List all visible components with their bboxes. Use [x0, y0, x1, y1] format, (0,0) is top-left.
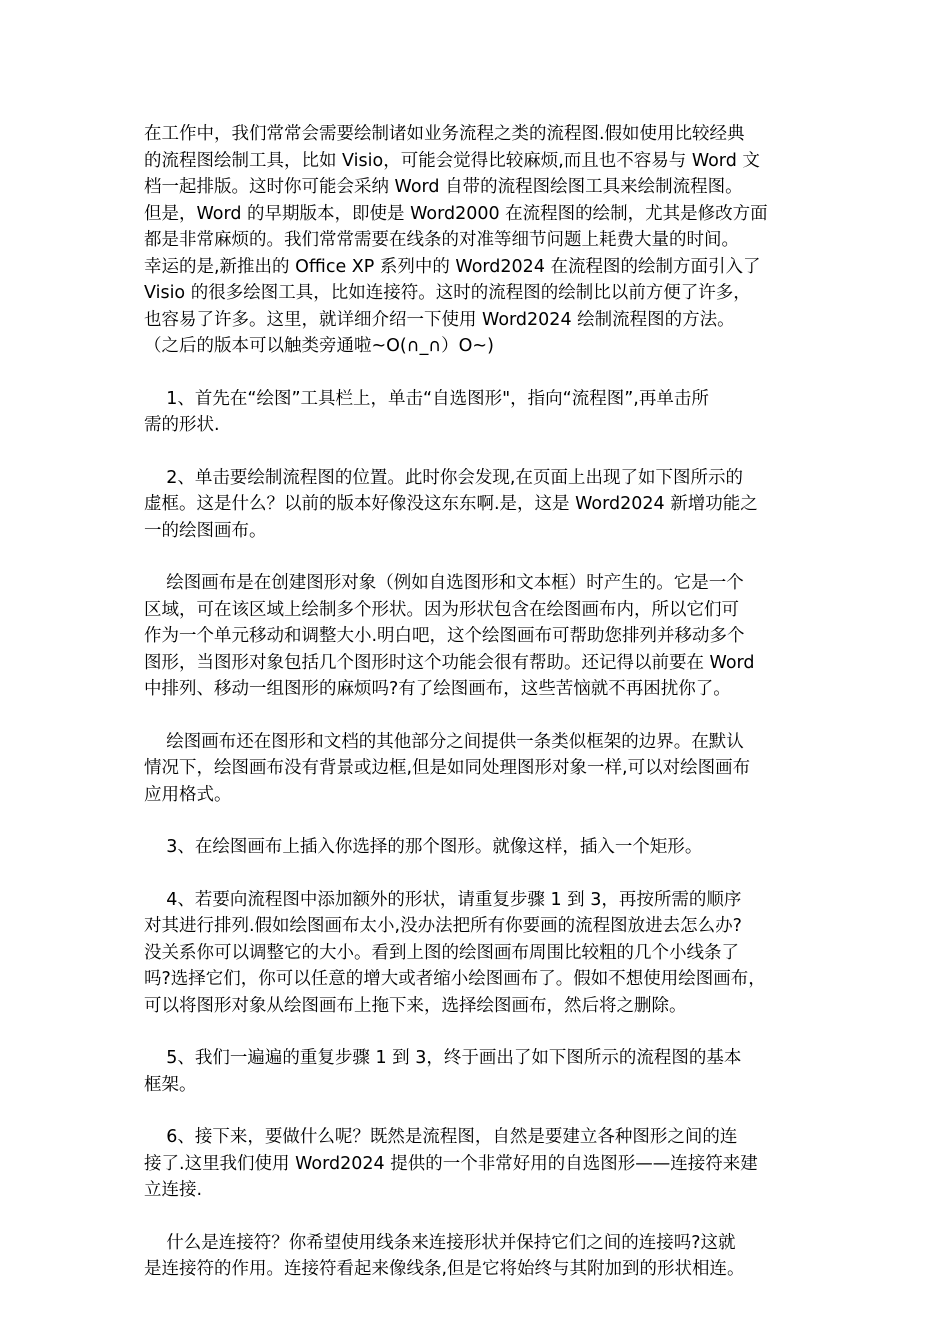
text-line: 也容易了许多。这里，就详细介绍一下使用 Word2024 绘制流程图的方法。 — [144, 309, 735, 330]
text-line: 框架。 — [144, 1074, 197, 1095]
paragraph-spacer — [144, 1019, 824, 1045]
step4-paragraph — [144, 887, 824, 1020]
text-line: 6、接下来，要做什么呢？既然是流程图，自然是要建立各种图形之间的连 — [144, 1127, 738, 1147]
text-line: 可以将图形对象从绘图画布上拖下来，选择绘图画布，然后将之删除。 — [144, 995, 687, 1016]
paragraph-spacer — [144, 808, 824, 834]
paragraph-spacer — [144, 439, 824, 465]
canvas-border-paragraph — [144, 729, 824, 809]
text-line: 是连接符的作用。连接符看起来像线条,但是它将始终与其附加到的形状相连。 — [144, 1259, 745, 1279]
text-line: 在工作中，我们常常会需要绘制诸如业务流程之类的流程图.假如使用比较经典 — [144, 124, 745, 144]
text-line: 绘图画布还在图形和文档的其他部分之间提供一条类似框架的边界。在默认 — [144, 731, 744, 752]
step5-paragraph — [144, 1045, 824, 1098]
paragraph-spacer — [144, 360, 824, 386]
text-line: 什么是连接符？你希望使用线条来连接形状并保持它们之间的连接吗?这就 — [144, 1232, 736, 1253]
text-line: 立连接. — [144, 1180, 203, 1200]
text-line: 4、若要向流程图中添加额外的形状，请重复步骤 1 到 3，再按所需的顺序 — [144, 889, 742, 910]
text-line: 区域，可在该区域上绘制多个形状。因为形状包含在绘图画布内，所以它们可 — [144, 599, 739, 620]
paragraph-spacer — [144, 1098, 824, 1124]
paragraph-spacer — [144, 861, 824, 887]
text-line: 中排列、移动一组图形的麻烦吗?有了绘图画布，这些苦恼就不再困扰你了。 — [144, 679, 731, 699]
paragraph-spacer — [144, 1204, 824, 1230]
step6-paragraph — [144, 1124, 824, 1204]
step2-paragraph — [144, 465, 824, 545]
text-line: 虚框。这是什么？以前的版本好像没这东东啊.是，这是 Word2024 新增功能之 — [144, 494, 758, 514]
text-line: 吗?选择它们，你可以任意的增大或者缩小绘图画布了。假如不想使用绘图画布， — [144, 969, 766, 989]
text-line: 图形，当图形对象包括几个图形时这个功能会很有帮助。还记得以前要在 Word — [144, 652, 755, 673]
text-line: 1、首先在“绘图”工具栏上，单击“自选图形"，指向“流程图”,再单击所 — [144, 388, 709, 409]
canvas-definition-paragraph — [144, 570, 824, 703]
text-line: 3、在绘图画布上插入你选择的那个图形。就像这样，插入一个矩形。 — [144, 837, 703, 857]
text-line: 情况下，绘图画布没有背景或边框,但是如同处理图形对象一样,可以对绘图画布 — [144, 758, 751, 778]
text-line: 2、单击要绘制流程图的位置。此时你会发现,在页面上出现了如下图所示的 — [144, 467, 743, 488]
text-line: 对其进行排列.假如绘图画布太小,没办法把所有你要画的流程图放进去怎么办? — [144, 916, 742, 936]
text-line: Visio 的很多绘图工具，比如连接符。这时的流程图的绘制比以前方便了许多， — [144, 283, 751, 303]
text-line: 档一起排版。这时你可能会采纳 Word 自带的流程图绘图工具来绘制流程图。 — [144, 177, 743, 197]
text-line: 幸运的是,新推出的 Office XP 系列中的 Word2024 在流程图的绘制方面引入了 — [144, 256, 761, 277]
paragraph-spacer — [144, 544, 824, 570]
intro-paragraph — [144, 121, 824, 360]
text-line: 绘图画布是在创建图形对象（例如自选图形和文本框）时产生的。它是一个 — [144, 573, 744, 593]
text-line: 作为一个单元移动和调整大小.明白吧，这个绘图画布可帮助您排列并移动多个 — [144, 626, 745, 646]
document-body — [144, 121, 824, 1283]
text-line: （之后的版本可以触类旁通啦~O(∩_∩）O~) — [144, 336, 494, 356]
text-line: 一的绘图画布。 — [144, 520, 267, 541]
text-line: 需的形状. — [144, 415, 220, 435]
text-line: 的流程图绘制工具，比如 Visio，可能会觉得比较麻烦,而且也不容易与 Word 文 — [144, 150, 760, 171]
text-line: 5、我们一遍遍的重复步骤 1 到 3，终于画出了如下图所示的流程图的基本 — [144, 1048, 742, 1068]
connector-paragraph — [144, 1230, 824, 1283]
text-line: 都是非常麻烦的。我们常常需要在线条的对准等细节问题上耗费大量的时间。 — [144, 230, 739, 250]
text-line: 但是，Word 的早期版本，即使是 Word2000 在流程图的绘制，尤其是修改方面 — [144, 203, 768, 224]
text-line: 接了.这里我们使用 Word2024 提供的一个非常好用的自选图形——连接符来建 — [144, 1153, 758, 1174]
text-line: 没关系你可以调整它的大小。看到上图的绘图画布周围比较粗的几个小线条了 — [144, 942, 739, 963]
paragraph-spacer — [144, 703, 824, 729]
text-line: 应用格式。 — [144, 784, 232, 805]
step1-paragraph — [144, 386, 824, 439]
step3-paragraph — [144, 834, 824, 861]
